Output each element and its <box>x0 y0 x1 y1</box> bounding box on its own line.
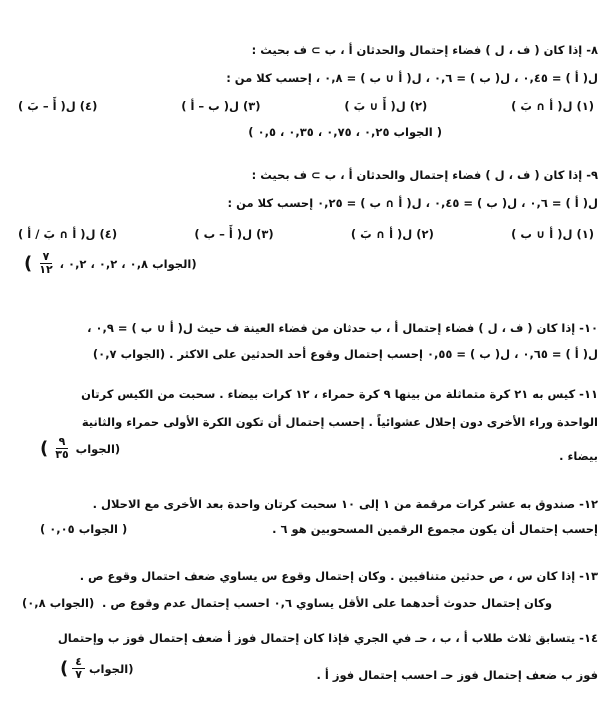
q13-answer: (الجواب ٠,٨) <box>22 596 95 610</box>
q9-stem: ٩- إذا كان ( ف ، ل ) فضاء إحتمال والحدثان أ ، ب ⊃ ف بحيث : <box>251 168 598 182</box>
q11-line-3: بيضاء . <box>559 449 598 463</box>
q8-parts <box>18 96 594 116</box>
q11-line-2: الواحدة وراء الأخرى دون إحلال عشوائياً . إحسب إحتمال أن تكون الكرة الأولى حمراء والثانية <box>81 415 598 429</box>
q13-line-2: وكان إحتمال حدوث أحدهما على الأقل يساوي ٠,٦ احسب إحتمال عدم وقوع ص . <box>102 596 552 610</box>
q8-given: ل( أ ) = ٠,٤٥ ، ل( ب ) = ٠,٦ ، ل( أ ∪ ب ) = ٠,٨ ، إحسب كلا من : <box>226 71 598 85</box>
q14-line-1: ١٤- يتسابق ثلاث طلاب أ ، ب ، حـ في الجري فإذا كان إحتمال فوز أ ضعف إحتمال فوز ب وإحتمال <box>57 631 598 645</box>
q9-answer <box>24 251 197 276</box>
q8-stem: ٨- إذا كان ( ف ، ل ) فضاء إحتمال والحدثان أ ، ب ⊃ ف بحيث : <box>251 43 598 57</box>
q11-answer-fraction <box>52 436 71 461</box>
q14-fraction-denominator: ٧ <box>75 668 82 681</box>
q11-answer-close: ) <box>40 437 49 459</box>
q9-given: ل( أ ) = ٠,٦ ، ل( ب ) = ٠,٤٥ ، ل( أ ∩ ب ) = ٠,٢٥ إحسب كلا من : <box>227 196 598 210</box>
q9-part-2: (٢) ل( أ ∩ بَ ) <box>350 227 434 241</box>
q14-line-2: فوز ب ضعف إحتمال فوز حـ احسب إحتمال فوز أ . <box>316 668 598 682</box>
q8-answer: ( الجواب ٠,٢٥ ، ٠,٧٥ ، ٠,٣٥ ، ٠,٥ ) <box>248 125 442 139</box>
q10-line-2: ل( أ ) = ٠,٦٥ ، ل( ب ) = ٠,٥٥ إحسب إحتمال وقوع أحد الحدثين على الاكثر . (الجواب ٠,٧) <box>92 347 598 361</box>
q8-part-3: (٣) ل( ب – أ ) <box>181 99 261 113</box>
q8-part-2: (٢) ل( أَ ∪ بَ ) <box>344 99 428 113</box>
q9-answer-text: (الجواب ٠,٨ ، ٠,٢ ، ٠,٢ ، <box>59 256 197 271</box>
q9-part-4: (٤) ل( أ ∩ بَ / أ ) <box>18 227 118 241</box>
q9-fraction-denominator: ١٢ <box>39 263 53 276</box>
q14-answer-text: (الجواب <box>88 661 134 676</box>
q8-part-1: (١) ل( أ ∩ بَ ) <box>511 99 594 113</box>
q9-answer-close: ) <box>24 252 33 274</box>
q9-part-1: (١) ل( أ ∪ ب ) <box>511 227 594 241</box>
q14-fraction-numerator: ٤ <box>72 656 85 669</box>
q14-answer <box>60 656 133 681</box>
q11-fraction-denominator: ٣٥ <box>55 448 69 461</box>
q9-parts <box>18 224 594 244</box>
q11-answer-text: (الجواب <box>75 441 121 456</box>
q13-line-1: ١٣- إذا كان س ، ص حدثين متنافيين . وكان إحتمال وقوع س يساوي ضعف احتمال وقوع ص . <box>79 569 598 583</box>
q10-line-1: ١٠- إذا كان ( ف ، ل ) فضاء إحتمال أ ، ب حدثان من فضاء العينة ف حيث ل( أ ∪ ب ) = ٠,٩ ، <box>87 321 598 335</box>
q9-fraction-numerator: ٧ <box>40 251 53 264</box>
q9-part-3: (٣) ل( أَ – ب ) <box>194 227 274 241</box>
q14-answer-close: ) <box>60 657 69 679</box>
q8-part-4: (٤) ل( أَ – بَ ) <box>18 99 98 113</box>
q12-line-1: ١٢- صندوق به عشر كرات مرقمة من ١ إلى ١٠ سحبت كرتان واحدة بعد الأخرى مع الاحلال . <box>92 497 598 511</box>
q11-line-1: ١١- كيس به ٢١ كرة متماثلة من بينها ٩ كرة حمراء ، ١٢ كرات بيضاء . سحبت من الكيس كرتان <box>81 387 598 401</box>
q12-answer: ( الجواب ٠,٠٥ ) <box>40 522 128 536</box>
q11-fraction-numerator: ٩ <box>56 436 69 449</box>
q9-answer-fraction <box>36 251 55 276</box>
q12-line-2: إحسب إحتمال أن يكون مجموع الرقمين المسحوبين هو ٦ . <box>272 522 598 536</box>
q14-answer-fraction <box>72 656 85 681</box>
q11-answer <box>40 436 120 461</box>
